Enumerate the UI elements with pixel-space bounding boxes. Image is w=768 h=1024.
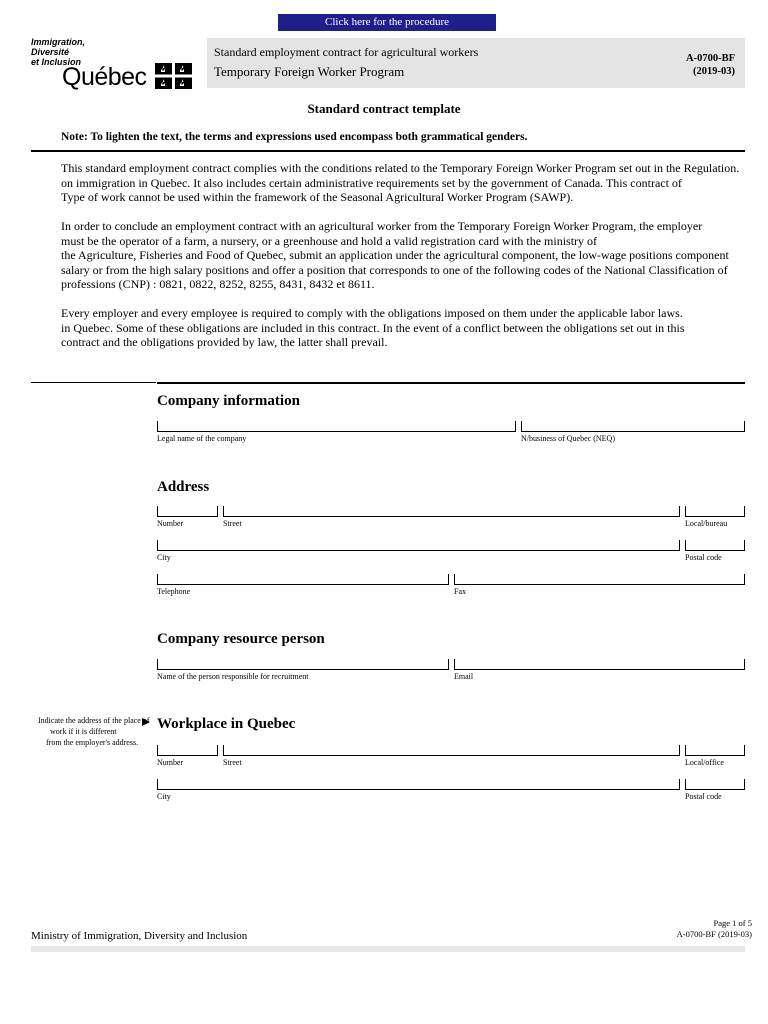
telephone-field[interactable] bbox=[157, 574, 449, 585]
gender-note: Note: To lighten the text, the terms and expressions used encompass both grammatical genders. bbox=[61, 131, 528, 143]
fax-label: Fax bbox=[454, 587, 466, 596]
paragraph-line: must be the operator of a farm, a nursery, or a greenhouse and hold a valid registration card with the ministry of bbox=[61, 233, 598, 248]
side-note-line: from the employer's address. bbox=[46, 738, 139, 747]
workplace-city-field[interactable] bbox=[157, 779, 680, 790]
recruitment-person-label: Name of the person responsible for recruitment bbox=[157, 672, 309, 681]
procedure-button[interactable]: Click here for the procedure bbox=[278, 14, 496, 31]
ministry-line-1: Immigration, bbox=[31, 37, 86, 47]
header-form-title: Standard employment contract for agricultural workers bbox=[214, 45, 479, 59]
side-note-line: work if it is different bbox=[50, 727, 117, 736]
section-divider bbox=[157, 382, 745, 384]
section-title-workplace: Workplace in Quebec bbox=[157, 716, 296, 732]
workplace-number-label: Number bbox=[157, 758, 184, 767]
legal-name-label: Legal name of the company bbox=[157, 434, 247, 443]
address-number-label: Number bbox=[157, 519, 184, 528]
address-street-field[interactable] bbox=[223, 506, 680, 517]
workplace-side-note bbox=[38, 715, 150, 748]
section-title-address: Address bbox=[157, 479, 210, 495]
section-title-resource-person: Company resource person bbox=[157, 631, 325, 647]
address-street-label: Street bbox=[223, 519, 242, 528]
paragraph-line: in Quebec. Some of these obligations are included in this contract. In the event of a conflict between the obligations set out in this bbox=[61, 320, 685, 335]
ministry-line-3: et Inclusion bbox=[31, 57, 82, 67]
footer-ministry: Ministry of Immigration, Diversity and Inclusion bbox=[31, 930, 248, 942]
paragraph-line: the Agriculture, Fisheries and Food of Quebec, submit an application under the agricultural component, the low-wage positions component bbox=[61, 248, 729, 262]
neq-field[interactable] bbox=[521, 421, 745, 432]
paragraph-line: Every employer and every employee is required to comply with the obligations imposed on them under the applicable labor laws. bbox=[61, 306, 683, 320]
intro-paragraph-3 bbox=[61, 306, 768, 350]
paragraph-line: This standard employment contract complies with the conditions related to the Temporary Foreign Worker Program set out in the Regulation. bbox=[61, 161, 740, 175]
workplace-postal-field[interactable] bbox=[685, 779, 745, 790]
footer-form-code: A-0700-BF (2019-03) bbox=[676, 929, 752, 939]
paragraph-line: salary or from the high salary positions and offer a position that corresponds to one of the following codes of the National Classification of bbox=[61, 262, 728, 277]
side-note-line: Indicate the address of the place of bbox=[38, 716, 150, 725]
footer-bar bbox=[31, 946, 745, 952]
paragraph-line: In order to conclude an employment contract with an agricultural worker from the Temporary Foreign Worker Program, the employer bbox=[61, 219, 703, 233]
legal-name-field[interactable] bbox=[157, 421, 516, 432]
address-postal-label: Postal code bbox=[685, 553, 722, 562]
workplace-street-field[interactable] bbox=[223, 745, 680, 756]
workplace-street-label: Street bbox=[223, 758, 242, 767]
telephone-label: Telephone bbox=[157, 587, 191, 596]
workplace-local-label: Local/office bbox=[685, 758, 724, 767]
recruitment-person-field[interactable] bbox=[157, 659, 449, 670]
page-number: Page 1 of 5 bbox=[713, 918, 752, 928]
email-label: Email bbox=[454, 672, 474, 681]
address-city-field[interactable] bbox=[157, 540, 680, 551]
ministry-line-2: Diversité bbox=[31, 47, 70, 57]
quebec-wordmark: Québec bbox=[62, 63, 147, 91]
section-title-company-information: Company information bbox=[157, 393, 300, 409]
address-local-label: Local/bureau bbox=[685, 519, 728, 528]
intro-paragraph-1 bbox=[61, 161, 768, 205]
address-city-label: City bbox=[157, 553, 171, 562]
paragraph-line: on immigration in Quebec. It also includes certain administrative requirements set by the government of Canada. This contract of bbox=[61, 175, 682, 190]
arrow-right-icon bbox=[142, 718, 150, 726]
workplace-city-label: City bbox=[157, 792, 171, 801]
paragraph-line: contract and the obligations provided by law, the latter shall prevail. bbox=[61, 335, 388, 349]
address-postal-field[interactable] bbox=[685, 540, 745, 551]
address-number-field[interactable] bbox=[157, 506, 218, 517]
header-program-name: Temporary Foreign Worker Program bbox=[214, 64, 405, 79]
quebec-flag-icon bbox=[155, 63, 192, 89]
page-title: Standard contract template bbox=[307, 101, 461, 116]
divider bbox=[31, 150, 745, 152]
form-code-date: (2019-03) bbox=[693, 66, 735, 77]
email-field[interactable] bbox=[454, 659, 745, 670]
form-code bbox=[645, 52, 735, 78]
address-local-field[interactable] bbox=[685, 506, 745, 517]
form-code-number: A-0700-BF bbox=[686, 53, 735, 64]
workplace-postal-label: Postal code bbox=[685, 792, 722, 801]
section-divider-left bbox=[31, 382, 156, 383]
intro-paragraph-2 bbox=[61, 219, 768, 292]
workplace-number-field[interactable] bbox=[157, 745, 218, 756]
neq-label: N/business of Quebec (NEQ) bbox=[521, 434, 615, 443]
paragraph-line: Type of work cannot be used within the framework of the Seasonal Agricultural Worker Program (SAWP). bbox=[61, 190, 574, 204]
footer-page-info bbox=[640, 918, 752, 940]
workplace-local-field[interactable] bbox=[685, 745, 745, 756]
paragraph-line: professions (CNP) : 0821, 0822, 8252, 8255, 8431, 8432 et 8611. bbox=[61, 277, 375, 291]
fax-field[interactable] bbox=[454, 574, 745, 585]
